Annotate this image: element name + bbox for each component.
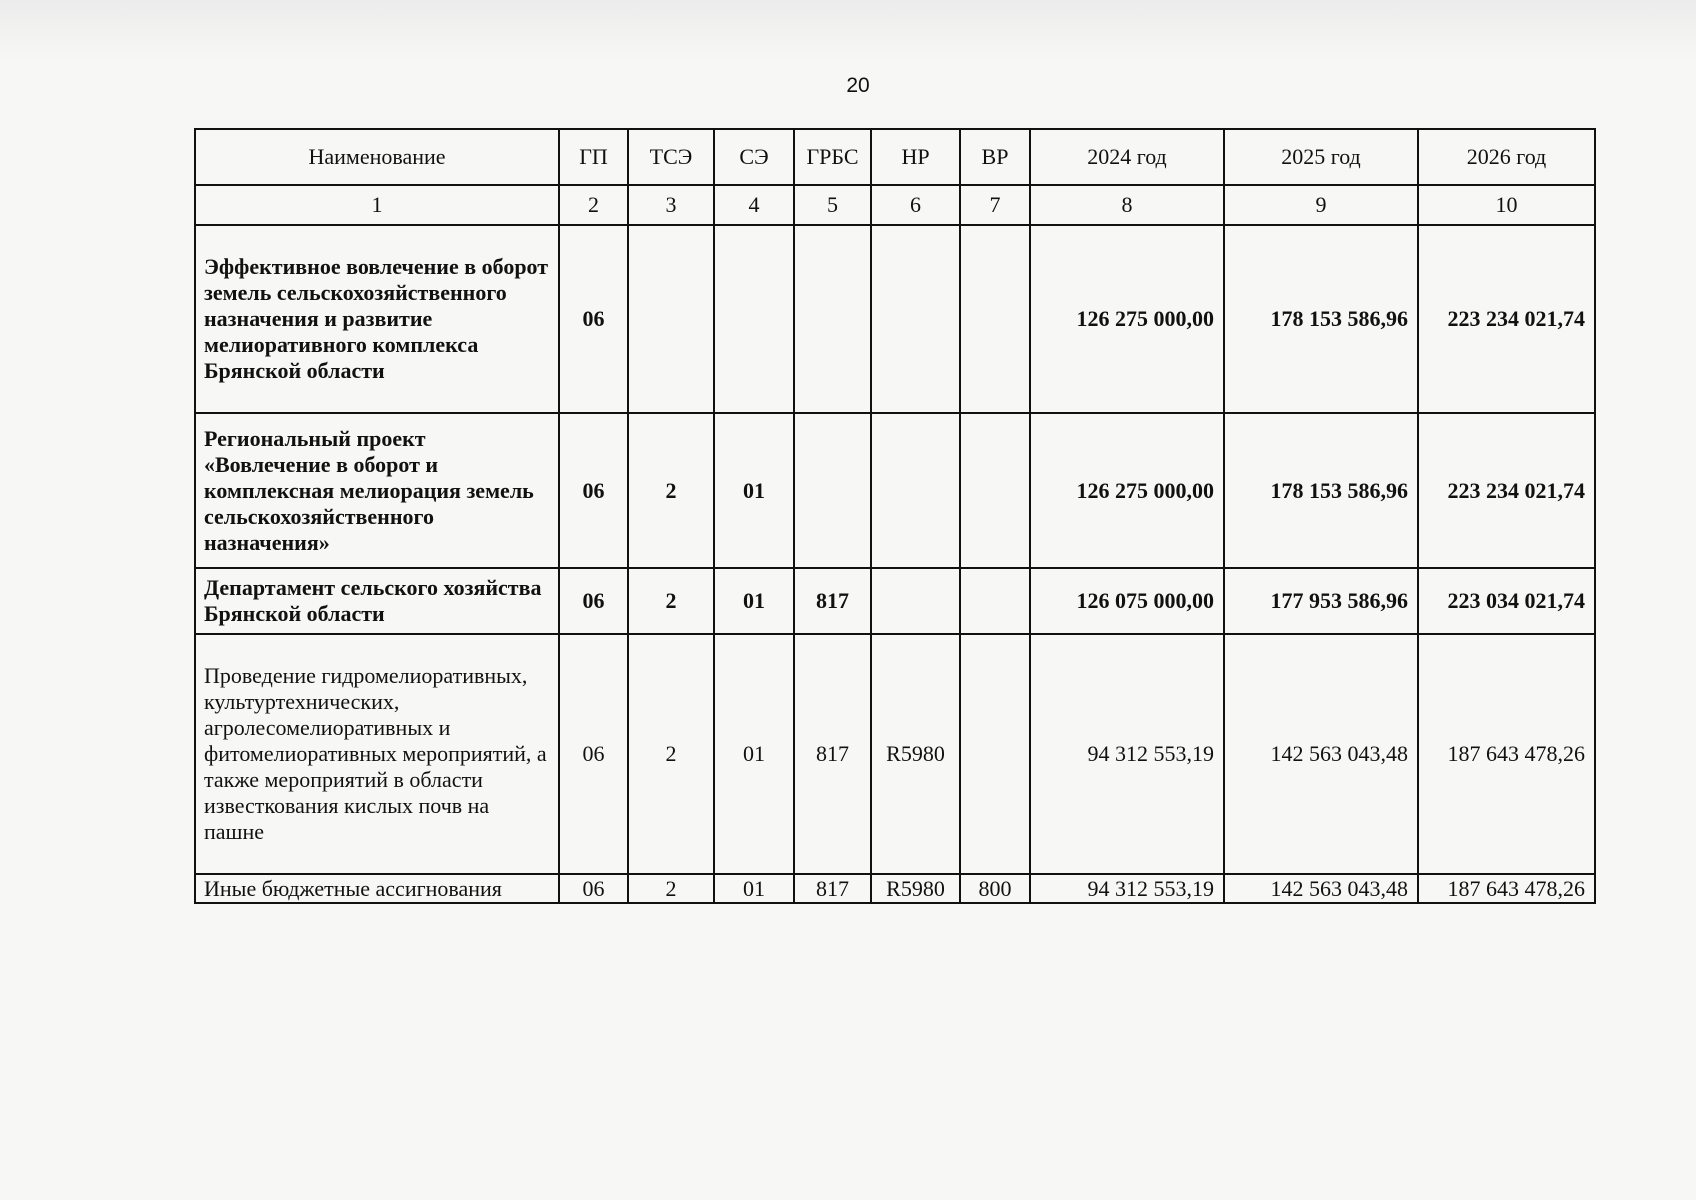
column-number: 2 xyxy=(559,185,628,225)
row-nr: R5980 xyxy=(871,874,960,903)
column-number-row xyxy=(195,185,1595,225)
row-amount-2026: 187 643 478,26 xyxy=(1418,874,1595,903)
header-vr: ВР xyxy=(960,129,1030,185)
row-tse: 2 xyxy=(628,874,714,903)
table-header-row xyxy=(195,129,1595,185)
row-amount-2024: 126 275 000,00 xyxy=(1030,413,1224,568)
column-number: 3 xyxy=(628,185,714,225)
row-nr xyxy=(871,413,960,568)
row-grbs: 817 xyxy=(794,568,871,634)
row-se: 01 xyxy=(714,874,794,903)
row-amount-2025: 142 563 043,48 xyxy=(1224,874,1418,903)
column-number: 5 xyxy=(794,185,871,225)
row-tse: 2 xyxy=(628,413,714,568)
row-nr: R5980 xyxy=(871,634,960,874)
row-gp: 06 xyxy=(559,413,628,568)
row-name: Эффективное вовлечение в оборот земель сельскохозяйственного назначения и развитие мелиоративного комплекса Брянской области xyxy=(195,225,559,413)
row-tse xyxy=(628,225,714,413)
row-grbs xyxy=(794,225,871,413)
row-se: 01 xyxy=(714,634,794,874)
row-tse: 2 xyxy=(628,634,714,874)
row-amount-2024: 94 312 553,19 xyxy=(1030,634,1224,874)
row-gp: 06 xyxy=(559,568,628,634)
row-name: Иные бюджетные ассигнования xyxy=(195,874,559,903)
row-se: 01 xyxy=(714,568,794,634)
table-row xyxy=(195,225,1595,413)
row-gp: 06 xyxy=(559,874,628,903)
column-number: 9 xyxy=(1224,185,1418,225)
row-vr xyxy=(960,634,1030,874)
row-amount-2024: 126 275 000,00 xyxy=(1030,225,1224,413)
row-gp: 06 xyxy=(559,225,628,413)
row-name: Региональный проект «Вовлечение в оборот и комплексная мелиорация земель сельскохозяйственного назначения» xyxy=(195,413,559,568)
header-2026: 2026 год xyxy=(1418,129,1595,185)
table-row xyxy=(195,874,1595,903)
row-grbs: 817 xyxy=(794,634,871,874)
header-tse: ТСЭ xyxy=(628,129,714,185)
row-nr xyxy=(871,568,960,634)
row-amount-2026: 187 643 478,26 xyxy=(1418,634,1595,874)
header-2024: 2024 год xyxy=(1030,129,1224,185)
row-se xyxy=(714,225,794,413)
row-amount-2025: 178 153 586,96 xyxy=(1224,225,1418,413)
column-number: 7 xyxy=(960,185,1030,225)
row-vr xyxy=(960,225,1030,413)
column-number: 8 xyxy=(1030,185,1224,225)
row-amount-2025: 177 953 586,96 xyxy=(1224,568,1418,634)
row-amount-2025: 142 563 043,48 xyxy=(1224,634,1418,874)
page-number: 20 xyxy=(846,74,870,97)
row-grbs xyxy=(794,413,871,568)
table-row xyxy=(195,413,1595,568)
row-vr: 800 xyxy=(960,874,1030,903)
header-2025: 2025 год xyxy=(1224,129,1418,185)
row-gp: 06 xyxy=(559,634,628,874)
table-row xyxy=(195,634,1595,874)
row-name: Проведение гидромелиоративных, культуртехнических, агролесомелиоративных и фитомелиоративных мероприятий, а также мероприятий в области известкования кислых почв на пашне xyxy=(195,634,559,874)
column-number: 4 xyxy=(714,185,794,225)
row-amount-2026: 223 034 021,74 xyxy=(1418,568,1595,634)
header-gp: ГП xyxy=(559,129,628,185)
budget-table xyxy=(194,128,1596,904)
column-number: 10 xyxy=(1418,185,1595,225)
scan-shadow xyxy=(0,0,1696,60)
row-vr xyxy=(960,568,1030,634)
column-number: 6 xyxy=(871,185,960,225)
row-nr xyxy=(871,225,960,413)
header-se: СЭ xyxy=(714,129,794,185)
row-tse: 2 xyxy=(628,568,714,634)
header-nr: НР xyxy=(871,129,960,185)
row-grbs: 817 xyxy=(794,874,871,903)
header-name: Наименование xyxy=(195,129,559,185)
row-amount-2026: 223 234 021,74 xyxy=(1418,413,1595,568)
header-grbs: ГРБС xyxy=(794,129,871,185)
row-amount-2026: 223 234 021,74 xyxy=(1418,225,1595,413)
row-se: 01 xyxy=(714,413,794,568)
row-vr xyxy=(960,413,1030,568)
row-name: Департамент сельского хозяйства Брянской области xyxy=(195,568,559,634)
row-amount-2024: 94 312 553,19 xyxy=(1030,874,1224,903)
table-row xyxy=(195,568,1595,634)
row-amount-2025: 178 153 586,96 xyxy=(1224,413,1418,568)
column-number: 1 xyxy=(195,185,559,225)
row-amount-2024: 126 075 000,00 xyxy=(1030,568,1224,634)
